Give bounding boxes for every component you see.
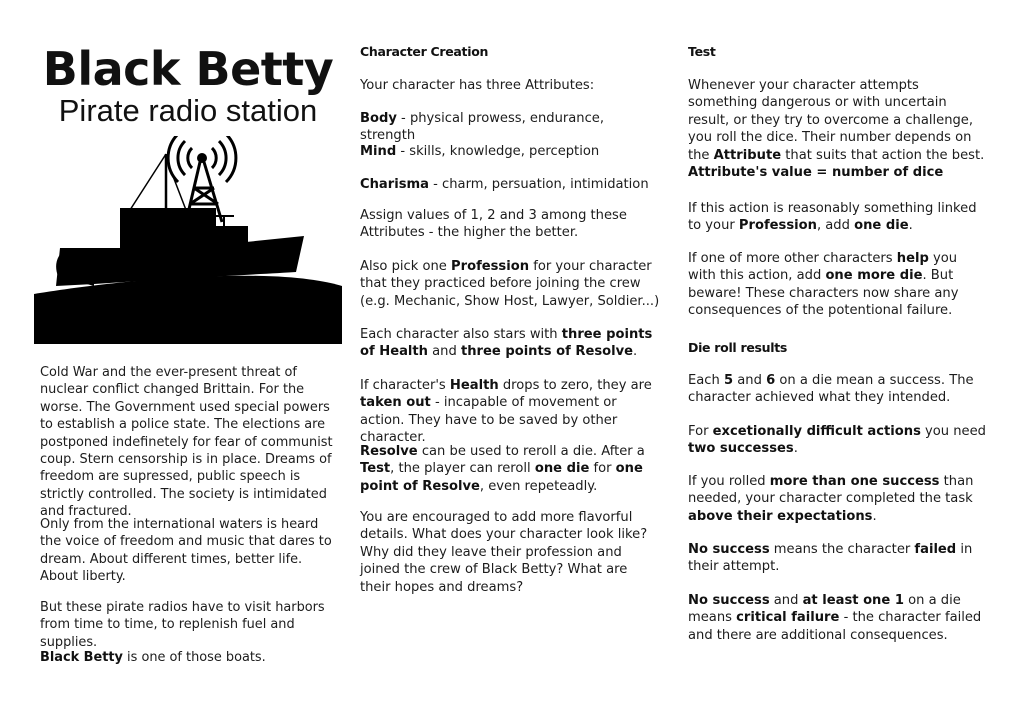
intro-paragraph-4: Black Betty is one of those boats. — [40, 650, 266, 665]
assign-values-paragraph: Assign values of 1, 2 and 3 among these Attributes - the higher the better. — [360, 208, 627, 241]
character-creation-heading: Character Creation — [360, 44, 489, 59]
attribute-mind: Mind - skills, knowledge, perception — [360, 144, 600, 159]
intro-paragraph-2: Only from the international waters is heard the voice of freedom and music that dares to dream. About different times, better life. About liberty. — [40, 517, 332, 585]
profession-paragraph: Also pick one Profession for your character that they practiced before joining the crew (e.g. Mechanic, Show Host, Lawyer, Soldier...) — [360, 259, 660, 309]
attribute-body: Body - physical prowess, endurance, strength — [360, 111, 605, 144]
die-roll-paragraph-2: For excetionally difficult actions you need two successes. — [688, 424, 986, 457]
attributes-intro: Your character has three Attributes: — [360, 78, 595, 93]
test-paragraph-1: Whenever your character attempts something dangerous or with uncertain result, or they try to overcome a challenge, you roll the dice. Their number depends on the Attribute that suits that action the best. Attribute's value = number of dice — [688, 78, 985, 181]
resolve-paragraph: Resolve can be used to reroll a die. After a Test, the player can reroll one die for one point of Resolve, even repeteadly. — [360, 444, 645, 494]
flavor-paragraph: You are encouraged to add more flavorful details. What does your character look like? Why did they leave their profession and joined the crew of Black Betty? What are their hopes and dreams? — [360, 510, 648, 595]
test-heading: Test — [688, 44, 716, 59]
intro-paragraph-3: But these pirate radios have to visit harbors from time to time, to replenish fuel and supplies. — [40, 600, 325, 650]
health-paragraph: If character's Health drops to zero, they are taken out - incapable of movement or action. They have to be saved by other character. — [360, 378, 652, 446]
die-roll-paragraph-4: No success means the character failed in their attempt. — [688, 542, 973, 575]
page-subtitle: Pirate radio station — [58, 93, 318, 128]
die-roll-paragraph-3: If you rolled more than one success than needed, your character completed the task above their expectations. — [688, 474, 974, 524]
page-title: Black Betty — [42, 42, 334, 96]
test-paragraph-3: If one of more other characters help you with this action, add one more die. But beware! These characters now share any consequences of the potentional failure. — [688, 251, 959, 319]
stars-paragraph: Each character also stars with three points of Health and three points of Resolve. — [360, 327, 653, 360]
intro-paragraph-1: Cold War and the ever-present threat of nuclear conflict changed Brittain. For the worse. The Government used special powers to establish a police state. The elections are postponed indefinetely for fear of communist coup. Stern censorship is in place. Dreams of freedom are supressed, public speech is strictly controlled. The society is intimidated and fractured. — [40, 365, 333, 520]
ship-with-radio-tower-icon — [34, 136, 342, 344]
die-roll-paragraph-5: No success and at least one 1 on a die means critical failure - the character failed and there are additional consequences. — [688, 593, 982, 643]
die-roll-heading: Die roll results — [688, 340, 788, 355]
die-roll-paragraph-1: Each 5 and 6 on a die mean a success. The character achieved what they intended. — [688, 373, 974, 406]
attribute-charisma: Charisma - charm, persuation, intimidation — [360, 177, 649, 192]
boat-name: Black Betty — [40, 650, 123, 665]
test-paragraph-2: If this action is reasonably something linked to your Profession, add one die. — [688, 201, 977, 234]
